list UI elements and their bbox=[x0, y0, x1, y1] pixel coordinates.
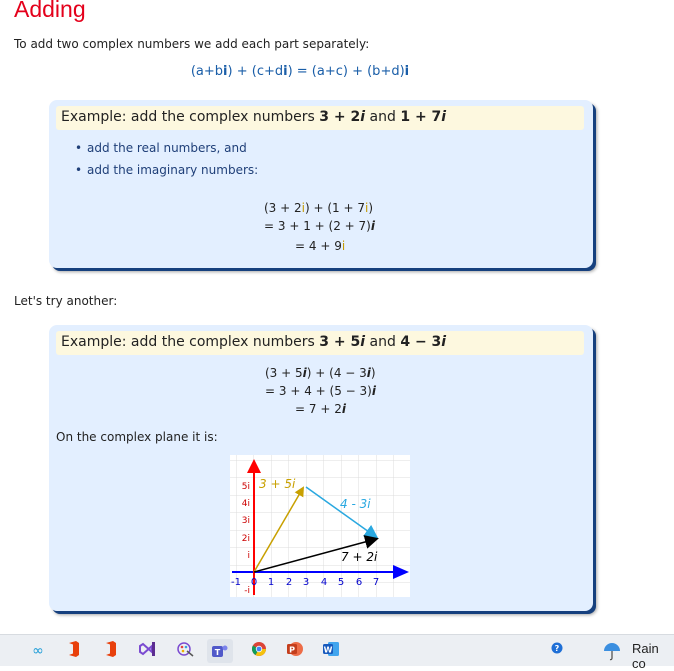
intro-text: To add two complex numbers we add each part separately: bbox=[14, 37, 370, 51]
y-tick-label: 4i bbox=[241, 499, 250, 509]
example-card-1 bbox=[49, 100, 593, 268]
section-heading: Adding bbox=[14, 0, 86, 22]
y-tick-label: 5i bbox=[241, 482, 250, 492]
example-2-title: Example: add the complex numbers 3 + 5i and 4 − 3i bbox=[56, 331, 584, 355]
example-2-line-2: = 3 + 4 + (5 − 3)i bbox=[265, 384, 376, 398]
taskbar bbox=[0, 634, 674, 671]
complex-plane-diagram bbox=[230, 455, 410, 597]
y-tick-label: 2i bbox=[241, 534, 250, 544]
y-tick-label: 3i bbox=[241, 516, 250, 526]
paint-icon[interactable] bbox=[175, 641, 195, 661]
x-tick-label: 0 bbox=[250, 577, 258, 588]
word-icon[interactable] bbox=[321, 641, 341, 661]
example-1-line-3: = 4 + 9i bbox=[295, 239, 346, 253]
x-tick-label: 4 bbox=[320, 577, 328, 588]
help-icon[interactable] bbox=[547, 641, 567, 661]
label-3-plus-5i: 3 + 5i bbox=[259, 477, 296, 491]
infinity-icon[interactable]: ∞ bbox=[32, 643, 44, 659]
visual-studio-icon[interactable] bbox=[138, 641, 158, 661]
x-tick-label: 6 bbox=[355, 577, 363, 588]
chrome-icon[interactable] bbox=[249, 641, 269, 661]
example-card-2 bbox=[49, 325, 593, 611]
list-item: • add the real numbers, and bbox=[75, 138, 258, 160]
powerpoint-icon[interactable] bbox=[285, 641, 305, 661]
y-tick-label: i bbox=[247, 551, 250, 561]
office-icon[interactable] bbox=[64, 641, 84, 661]
svg-text:T: T bbox=[214, 648, 221, 657]
weather-icon[interactable] bbox=[602, 641, 622, 661]
label-4-minus-3i: 4 - 3i bbox=[340, 497, 371, 511]
teams-icon[interactable] bbox=[207, 639, 233, 663]
x-tick-label: -1 bbox=[231, 577, 241, 588]
example-2-line-1: (3 + 5i) + (4 − 3i) bbox=[265, 366, 376, 380]
plane-caption: On the complex plane it is: bbox=[56, 430, 218, 444]
example-1-steps bbox=[75, 138, 258, 182]
x-tick-label: 3 bbox=[302, 577, 310, 588]
addition-formula: (a+bi) + (c+di) = (a+c) + (b+d)i bbox=[190, 64, 410, 79]
example-2-line-3: = 7 + 2i bbox=[295, 402, 346, 416]
plane-grid bbox=[230, 455, 410, 597]
svg-text:?: ? bbox=[554, 644, 560, 653]
example-1-line-1: (3 + 2i) + (1 + 7i) bbox=[264, 201, 374, 215]
svg-text:P: P bbox=[289, 645, 295, 655]
example-1-line-2: = 3 + 1 + (2 + 7)i bbox=[264, 219, 375, 233]
x-tick-label: 5 bbox=[337, 577, 345, 588]
weather-text[interactable]: Rain co bbox=[632, 641, 659, 671]
example-1-title: Example: add the complex numbers 3 + 2i and 1 + 7i bbox=[56, 106, 584, 130]
x-tick-label: 1 bbox=[267, 577, 275, 588]
list-item: • add the imaginary numbers: bbox=[75, 160, 258, 182]
label-7-plus-2i: 7 + 2i bbox=[341, 550, 378, 564]
office-icon-2[interactable] bbox=[101, 641, 121, 661]
try-another-text: Let's try another: bbox=[14, 294, 118, 308]
x-tick-label: 7 bbox=[372, 577, 380, 588]
x-tick-label: 2 bbox=[285, 577, 293, 588]
y-tick-label: -i bbox=[244, 586, 250, 596]
svg-text:W: W bbox=[323, 645, 333, 655]
